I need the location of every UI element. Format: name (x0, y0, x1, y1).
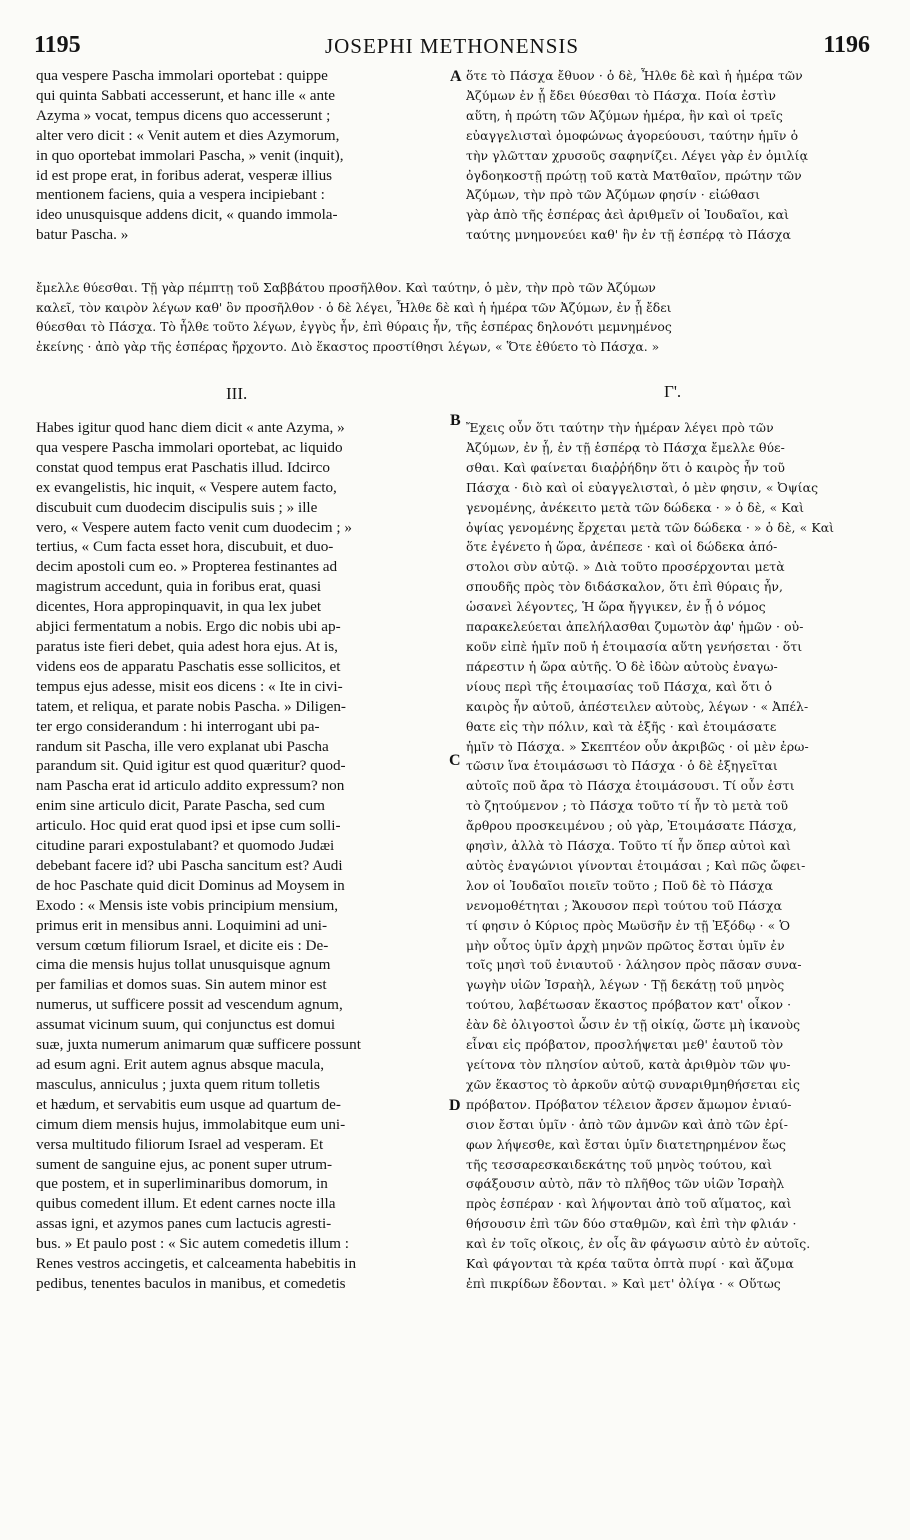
greek-line: νενομοθέτηται ; Ἄκουσον περὶ τούτου τοῦ Πάσχα (466, 897, 783, 913)
latin-line: et hædum, et servabitis eum usque ad quartum de- (36, 1095, 341, 1113)
latin-line: dicentes, Hora appropinquavit, in qua lex jubet (36, 598, 322, 616)
greek-line: τοῖς μησὶ τοῦ ἐνιαυτοῦ · λάλησον πρὸς πᾶσαν συνα- (466, 957, 802, 973)
greek-line: Καὶ φάγονται τὰ κρέα ταῦτα ὀπτὰ πυρί · καὶ ἄζυμα (466, 1256, 794, 1272)
greek-line: καλεῖ, τὸν καιρὸν λέγων καθ' ὃν προσῆλθον · ὁ δὲ λέγει, Ἦλθε δὲ καὶ ἡ ἡμέρα τῶν Ἀζύμων, ἐν ᾗ ἔδει (36, 299, 672, 315)
greek-line: Ἀζύμων ἐν ᾗ ἔδει θύεσθαι τὸ Πάσχα. Ποία ἐστὶν (466, 87, 777, 103)
latin-line: pedibus, tenentes baculos in manibus, et comedetis (36, 1274, 346, 1292)
latin-line: enim sine articulo dicit, Parate Pascha, sed cum (36, 797, 325, 815)
latin-line: qui quinta Sabbati accesserunt, et hanc ille « ante (36, 86, 336, 104)
latin-column-bottom (36, 418, 444, 1294)
latin-line: versum cœtum filiorum Israel, et dicite eis : De- (36, 936, 329, 954)
greek-line: φησὶν, ἀλλὰ τὸ Πάσχα. Τοῦτο τί ἦν ὅπερ αὐτοὶ καὶ (466, 838, 791, 854)
section-heading-latin: III. (226, 384, 248, 403)
greek-line: τί φησιν ὁ Κύριος πρὸς Μωϋσῆν ἐν τῇ Ἐξόδῳ · « Ὁ (466, 917, 791, 933)
latin-line: masculus, anniculus ; juxta quem ritum tolletis (36, 1075, 320, 1093)
greek-line: ὀγδοηκοστῇ πρώτῃ τοῦ κατὰ Ματθαῖον, πρώτην τῶν (466, 167, 802, 183)
latin-line: tatem, et reliqua, et parate nobis Pascha. » Diligen- (36, 697, 346, 715)
greek-line: παρακελεύεται ἀπελήλασθαι ζυμωτὸν ἀφ' ἡμῶν · οὐ- (466, 619, 804, 635)
latin-line: alter vero dicit : « Venit autem et dies Azymorum, (36, 126, 340, 144)
greek-line: κοῦν εἰπὲ ἡμῖν ποῦ ἡ ἑτοιμασία αὕτη γενήσεται · ὅτι (466, 638, 803, 654)
latin-line: randum sit Pascha, ille vero explanat ubi Pascha (36, 737, 329, 755)
greek-full-width-paragraph (36, 278, 876, 356)
latin-line: magistrum accedunt, quia in foribus erat, quasi (36, 578, 322, 596)
greek-line: ὅτε ἐγένετο ἡ ὥρα, ἀνέπεσε · καὶ οἱ δώδεκα ἀπό- (466, 539, 778, 555)
latin-line: in quo oportebat immolari Pascha, » venit (inquit), (36, 146, 344, 164)
greek-line: τῆς τεσσαρεσκαιδεκάτης τοῦ μηνὸς τούτου, καὶ (466, 1156, 773, 1172)
greek-line: χῶν ἕκαστος τὸ ἀρκοῦν αὐτῷ συναριθμηθήσεται εἰς (466, 1076, 801, 1092)
greek-line: στολοι σὺν αὐτῷ. » Διὰ τοῦτο προσέρχονται μετὰ (466, 559, 785, 575)
greek-line: γείτονα τὸν πλησίον αὐτοῦ, κατὰ ἀριθμὸν τῶν ψυ- (466, 1057, 791, 1072)
page-number-left: 1195 (34, 32, 81, 58)
greek-line: γενομένης, ἀνέκειτο μετὰ τῶν δώδεκα · » ὁ δὲ, « Καὶ (466, 499, 805, 515)
greek-line: καιρὸς ἦν αὐτοῦ, ἀπέστειλεν αὐτοὺς, λέγων · « Ἀπέλ- (466, 698, 809, 714)
latin-line: nam Pascha erat id articulo addito expressum? non (36, 777, 345, 795)
latin-line: per familias et domos suas. Sin autem minor est (36, 976, 327, 994)
greek-line: Ἀζύμων, τὴν πρὸ τῶν Ἀζύμων φησίν · εἰώθασι (466, 187, 761, 203)
latin-line: Azyma » vocat, tempus dicens quo accesserunt ; (36, 106, 331, 124)
greek-line: πρὸς ἑσπέραν · καὶ λήψονται ἀπὸ τοῦ αἵματος, καὶ (466, 1196, 792, 1212)
latin-line: assas igni, et azymos panes cum lactucis agresti- (36, 1215, 332, 1233)
latin-line: citudine parari expostulabant? et quomodo Judæi (36, 837, 335, 855)
greek-line: μὴν οὗτος ὑμῖν ἀρχὴ μηνῶν πρῶτος ἔσται ὑμῖν ἐν (466, 937, 785, 953)
latin-line: que postem, et in superliminaribus domorum, in (36, 1175, 328, 1193)
greek-line: αὕτη, ἡ πρώτη τῶν Ἀζύμων ἡμέρα, ἣν καὶ οἱ τρεῖς (466, 107, 783, 123)
greek-line: Πάσχα · διὸ καὶ οἱ εὐαγγελισταὶ, ὁ μὲν φησιν, « Ὀψίας (466, 479, 819, 495)
latin-line: Exodo : « Mensis iste vobis principium mensium, (36, 896, 339, 914)
greek-line: Ἔχεις οὖν ὅτι ταύτην τὴν ἡμέραν λέγει πρὸ τῶν (466, 420, 774, 435)
greek-line: λον οἱ Ἰουδαῖοι ποιεῖν τοῦτο ; Ποῦ δὲ τὸ Πάσχα (466, 877, 773, 893)
running-header (34, 32, 870, 62)
greek-line: σπουδῆς πρὸς τὸν διδάσκαλον, ὅτι ἐπὶ θύραις ἦν, (466, 579, 784, 595)
greek-line: γωγὴν υἱῶν Ἰσραὴλ, λέγων · Τῇ δεκάτῃ τοῦ μηνὸς (466, 977, 785, 993)
latin-line: ad esum agni. Erit autem agnus absque macula, (36, 1056, 325, 1073)
margin-letter-b: B (450, 412, 461, 429)
latin-line: cima die mensis hujus tollat unusquisque agnum (36, 956, 331, 974)
latin-line: debebant facere id? ubi Pascha sancitum est? Audi (36, 856, 343, 874)
greek-line: τούτου, λαβέτωσαν ἕκαστος πρόβατον κατ' οἶκον · (466, 997, 792, 1013)
latin-column-top (36, 66, 444, 245)
latin-line: videns eos de apparatu Paschatis esse sollicitos, et (36, 657, 341, 675)
greek-line: σθαι. Καὶ φαίνεται διαῤῥήδην ὅτι ὁ καιρὸς ἦν τοῦ (466, 459, 785, 475)
latin-line: ter ergo considerandum : hi interrogant ubi pa- (36, 717, 320, 735)
greek-column-bottom (466, 418, 876, 1294)
greek-line: αὐτὸς ἐναγώνιοι γίνονται ἑτοιμάσαι ; Καὶ πῶς ὤφει- (466, 857, 806, 873)
running-title: JOSEPHI METHONENSIS (324, 34, 580, 58)
latin-line: numerus, ut sufficere possit ad vescendum agnum, (36, 996, 343, 1014)
latin-line: tempus ejus adesse, misit eos dicens : « Ite in civi- (36, 677, 343, 695)
greek-line: ἐπὶ πικρίδων ἔδονται. » Καὶ μετ' ὀλίγα · « Οὕτως (466, 1275, 781, 1291)
latin-line: articulo. Hoc quid erat quod ipsi et ipse cum solli- (36, 817, 341, 835)
latin-line: paratus iste fieri debet, quia adest hora ejus. At is, (36, 637, 338, 655)
greek-line: αὐτοῖς ποῦ ἄρα τὸ Πάσχα ἑτοιμάσουσι. Τί οὖν ἐστι (466, 778, 795, 794)
latin-line: discubuit cum duodecim discipulis suis ; » ille (36, 498, 318, 516)
greek-line: καὶ ἐν τοῖς οἴκοις, ἐν οἷς ἂν φάγωσιν αὐτὸ ἐν αὐτοῖς. (466, 1236, 811, 1252)
margin-letter-d: D (449, 1097, 461, 1114)
greek-line: εὐαγγελισταὶ ὁμοφώνως ἀγορεύουσι, ταύτην ἡμῖν ὁ (466, 127, 799, 143)
greek-line: νίους περὶ τῆς ἑτοιμασίας τοῦ Πάσχα, καὶ ὅτι ὁ (466, 678, 773, 694)
greek-line: φων λήψεσθε, καὶ ἔσται ὑμῖν διατετηρημένον ἕως (466, 1136, 786, 1152)
greek-line: ἡμῖν τὸ Πάσχα. » Σκεπτέον οὖν ἀκριβῶς · οἱ μὲν ἐρω- (466, 738, 809, 754)
greek-line: σφάξουσιν αὐτὸ, πᾶν τὸ πλῆθος τῶν υἱῶν Ἰσραὴλ (466, 1176, 785, 1192)
latin-line: constat quod tempus erat Paschatis illud. Idcirco (36, 458, 330, 476)
greek-line: ὀψίας γενομένης ἔρχεται μετὰ τῶν δώδεκα · » ὁ δὲ, « Καὶ (466, 519, 835, 535)
latin-line: tertius, « Cum facta esset hora, discubuit, et duo- (36, 538, 334, 556)
greek-line: πρόβατον. Πρόβατον τέλειον ἄρσεν ἄμωμον ἐνιαύ- (466, 1096, 792, 1112)
greek-line: γὰρ ἀπὸ τῆς ἑσπέρας ἀεὶ ἀριθμεῖν οἱ Ἰουδαῖοι, καὶ (466, 207, 790, 223)
greek-line: ἔμελλε θύεσθαι. Τῇ γὰρ πέμπτῃ τοῦ Σαββάτου προσῆλθον. Καὶ ταύτην, ὁ μὲν, τὴν πρὸ τῶν Ἀζύμων (36, 280, 656, 295)
greek-line: τὴν γλῶτταν χρυσοῦς σαφηνίζει. Λέγει γὰρ ἐν ὁμιλίᾳ (466, 147, 809, 163)
latin-line: de hoc Paschate quid dicit Dominus ad Moysem in (36, 876, 345, 894)
greek-line: ὡσανεὶ λέγοντες, Ἡ ὥρα ἤγγικεν, ἐν ᾗ ὁ νόμος (466, 599, 766, 615)
latin-line: vero, « Vespere autem facto venit cum duodecim ; » (36, 518, 353, 536)
latin-line: cimum diem mensis hujus, immolabitque eum uni- (36, 1115, 346, 1133)
greek-line: θύεσθαι τὸ Πάσχα. Τὸ ἦλθε τοῦτο λέγων, ἐγγὺς ἦν, ἐπὶ θύραις ἦν, τῆς ἑσπέρας δηλονότι μεμνημένος (36, 319, 672, 334)
greek-line: ἄρθρου προσκειμένου ; οὐ γὰρ, Ἑτοιμάσατε Πάσχα, (466, 818, 797, 834)
latin-line: batur Pascha. » (36, 226, 129, 244)
greek-line: τῶσιν ἵνα ἑτοιμάσωσι τὸ Πάσχα · ὁ δὲ ἐξηγεῖται (466, 758, 778, 774)
greek-line: θατε εἰς τὴν πόλιν, καὶ τὰ ἑξῆς · καὶ ἑτοιμάσατε (466, 718, 777, 734)
greek-line: Ἀζύμων, ἐν ᾗ, ἐν τῇ ἑσπέρᾳ τὸ Πάσχα ἔμελλε θύε- (466, 439, 785, 455)
latin-line: sument de sanguine ejus, ac ponent super utrum- (36, 1155, 333, 1173)
margin-letter-a: A (450, 68, 462, 85)
greek-line: εἶναι εἰς πρόβατον, προσλήψεται μεθ' ἑαυτοῦ τὸν (466, 1037, 784, 1053)
latin-line: quibus comedent illum. Et edent carnes nocte illa (36, 1195, 336, 1213)
greek-line: ταύτης μνημονεύει καθ' ἣν ἐν τῇ ἑσπέρᾳ τὸ Πάσχα (466, 227, 791, 243)
section-heading-greek: Γ'. (664, 382, 682, 401)
latin-line: suæ, juxta numerum animarum quæ sufficere possunt (36, 1036, 361, 1054)
greek-line: ὅτε τὸ Πάσχα ἔθυον · ὁ δὲ, Ἦλθε δὲ καὶ ἡ ἡμέρα τῶν (466, 68, 803, 83)
latin-line: versa multitudo filiorum Israel ad vesperam. Et (36, 1135, 324, 1153)
latin-line: Renes vestros accingetis, et calceamenta habebitis in (36, 1255, 357, 1273)
greek-line: σιον ἔσται ὑμῖν · ἀπὸ τῶν ἀμνῶν καὶ ἀπὸ τῶν ἐρί- (466, 1116, 789, 1132)
latin-line: primus erit in mensibus anni. Loquimini ad uni- (36, 916, 328, 934)
latin-line: qua vespere Pascha immolari oportebat, ac liquido (36, 438, 343, 456)
latin-line: id est prope erat, in foribus aderat, vesperæ illius (36, 166, 333, 184)
greek-line: τὸ ζητούμενον ; τὸ Πάσχα τοῦτο τί ἦν τὸ μετὰ τοῦ (466, 798, 789, 814)
greek-line: ἐκείνης · ἀπὸ γὰρ τῆς ἑσπέρας ἤρχοντο. Διὸ ἕκαστος προστίθησι λέγων, « Ὅτε ἐθύετο τὸ Πάσχα. » (36, 338, 660, 354)
greek-line: πάρεστιν ἡ ὥρα αὐτῆς. Ὁ δὲ ἰδὼν αὐτοὺς ἐναγω- (466, 658, 778, 674)
latin-line: bus. » Et paulo post : « Sic autem comedetis illum : (36, 1235, 349, 1253)
latin-line: parandum sit. Quid igitur est quod quæritur? quod- (36, 757, 346, 775)
latin-line: ideo unusquisque addens dicit, « quando immola- (36, 206, 338, 224)
margin-letter-c: C (449, 752, 461, 769)
greek-line: ἐὰν δὲ ὀλιγοστοὶ ὦσιν ἐν τῇ οἰκίᾳ, ὥστε μὴ ἱκανοὺς (466, 1017, 801, 1033)
latin-line: qua vespere Pascha immolari oportebat : quippe (36, 67, 328, 84)
latin-line: ex evangelistis, hic inquit, « Vespere autem facto, (36, 478, 337, 496)
latin-line: abjici fermentatum a nobis. Ergo dic nobis ubi ap- (36, 618, 341, 636)
latin-line: Habes igitur quod hanc diem dicit « ante Azyma, » (36, 419, 345, 436)
greek-line: θήσουσιν ἐπὶ τῶν δύο σταθμῶν, καὶ ἐπὶ τὴν φλιάν · (466, 1216, 797, 1232)
latin-line: assumat vicinum suum, qui conjunctus est domui (36, 1016, 336, 1034)
latin-line: decim apostoli cum eo. » Propterea festinantes ad (36, 558, 338, 576)
greek-column-top (466, 66, 876, 245)
page-number-right: 1196 (823, 32, 870, 58)
latin-line: mentionem faciens, quia a vespera incipiebant : (36, 186, 325, 204)
